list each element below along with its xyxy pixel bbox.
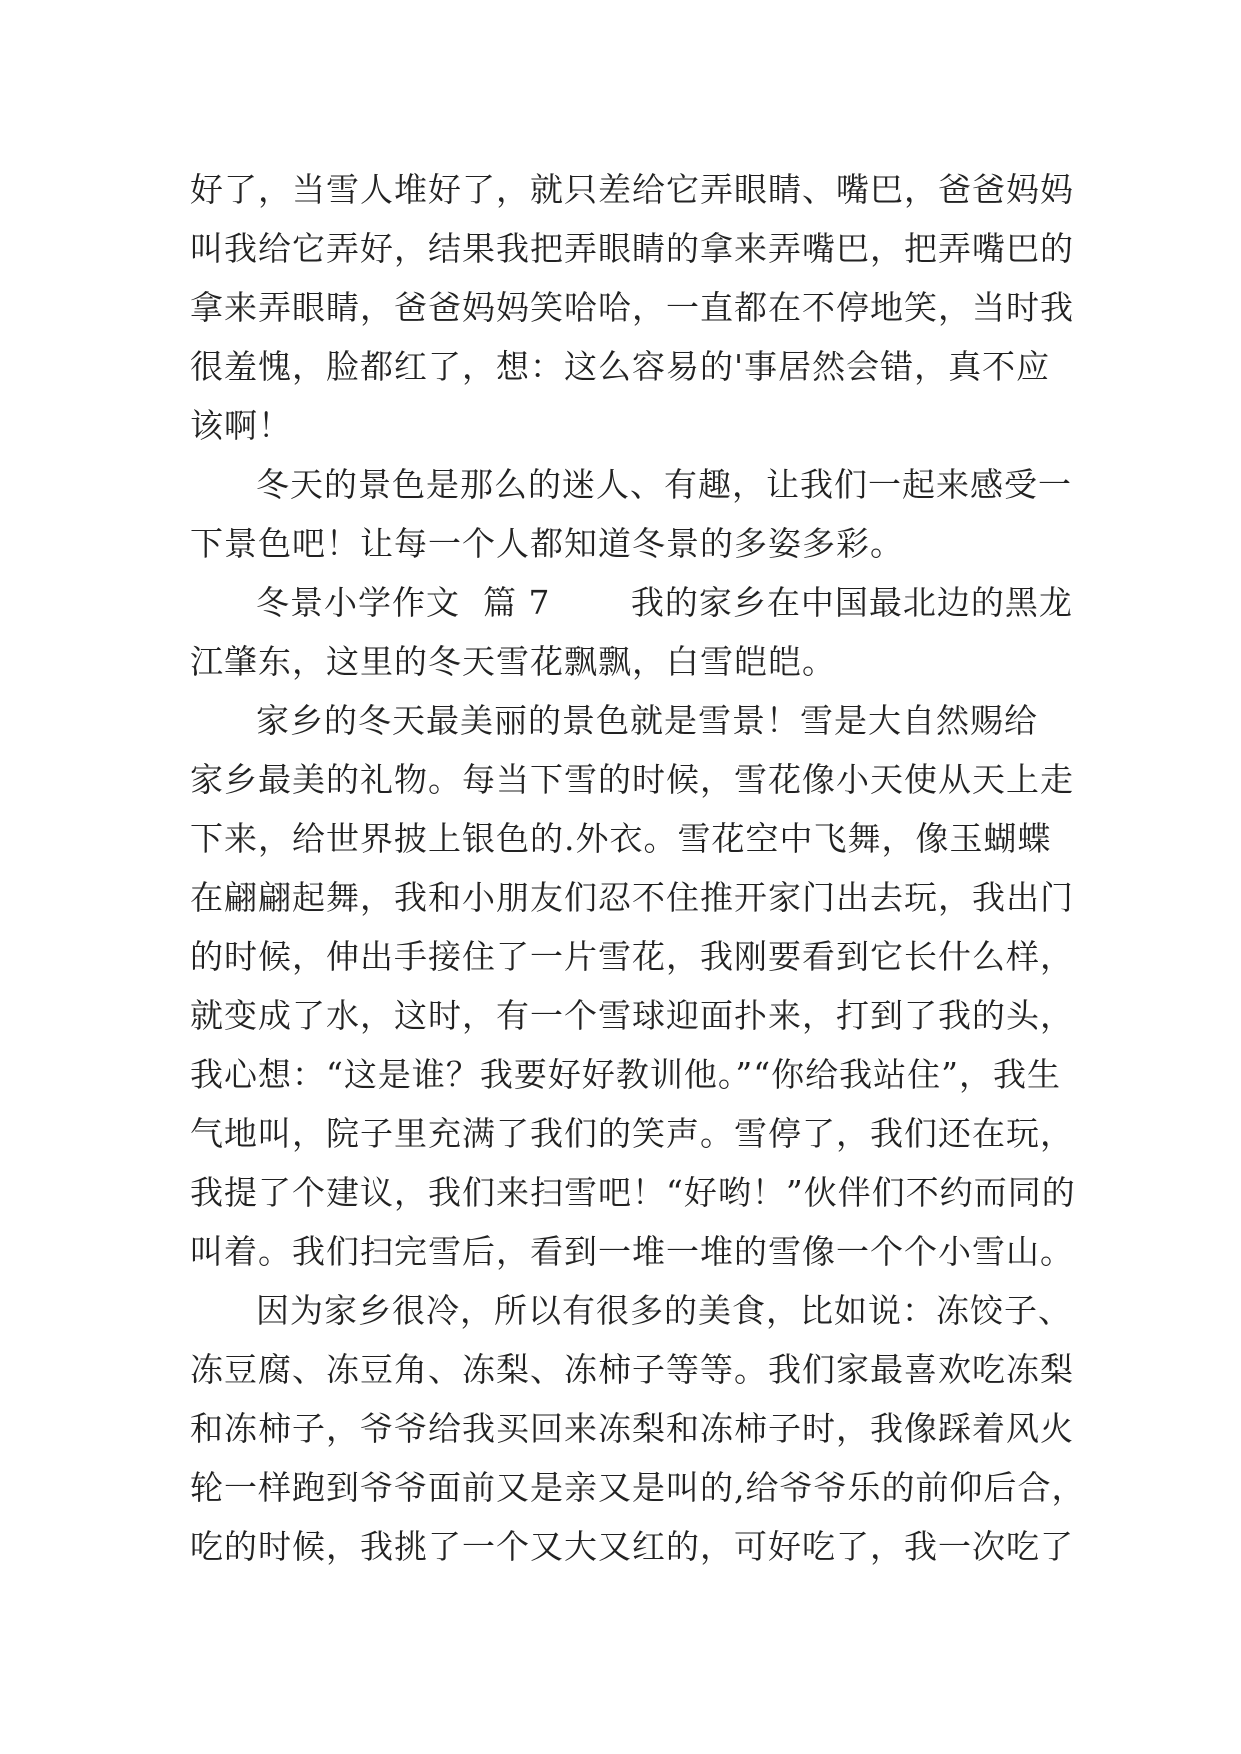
text-line: 和冻柿子，爷爷给我买回来冻梨和冻柿子时，我像踩着风火 (190, 1409, 1074, 1448)
text-line: 下来，给世界披上银色的.外衣。雪花空中飞舞，像玉蝴蝶 (190, 819, 1052, 858)
text-line: 气地叫，院子里充满了我们的笑声。雪停了，我们还在玩， (190, 1114, 1074, 1153)
text-line: 因为家乡很冷，所以有很多的美食，比如说：冻饺子、 (256, 1291, 1072, 1330)
text-line: 就变成了水，这时，有一个雪球迎面扑来，打到了我的头， (190, 996, 1074, 1035)
text-line: 轮一样跑到爷爷面前又是亲又是叫的,给爷爷乐的前仰后合， (190, 1468, 1086, 1507)
text-line: 吃的时候，我挑了一个又大又红的，可好吃了，我一次吃了 (190, 1527, 1074, 1566)
text-line: 拿来弄眼睛，爸爸妈妈笑哈哈，一直都在不停地笑，当时我 (190, 288, 1074, 327)
text-line: 在翩翩起舞，我和小朋友们忍不住推开家门出去玩，我出门 (190, 878, 1074, 917)
text-line: 冬天的景色是那么的迷人、有趣，让我们一起来感受一 (256, 465, 1072, 504)
text-line: 该啊！ (190, 406, 292, 445)
text-line: 冻豆腐、冻豆角、冻梨、冻柿子等等。我们家最喜欢吃冻梨 (190, 1350, 1074, 1389)
text-line: 的时候，伸出手接住了一片雪花，我刚要看到它长什么样， (190, 937, 1074, 976)
text-line: 好了，当雪人堆好了，就只差给它弄眼睛、嘴巴，爸爸妈妈 (190, 170, 1074, 209)
essay-body (190, 160, 1086, 1576)
text-line: 江肇东，这里的冬天雪花飘飘，白雪皑皑。 (190, 642, 836, 681)
text-line: 叫着。我们扫完雪后，看到一堆一堆的雪像一个个小雪山。 (190, 1232, 1074, 1271)
text-line: 叫我给它弄好，结果我把弄眼睛的拿来弄嘴巴，把弄嘴巴的 (190, 229, 1074, 268)
text-line: 冬景小学作文 篇 7 我的家乡在中国最北边的黑龙 (256, 583, 1073, 622)
text-line: 家乡的冬天最美丽的景色就是雪景！雪是大自然赐给 (256, 701, 1038, 740)
text-line: 很羞愧，脸都红了，想：这么容易的'事居然会错，真不应 (190, 347, 1051, 386)
text-line: 家乡最美的礼物。每当下雪的时候，雪花像小天使从天上走 (190, 760, 1074, 799)
text-line: 我心想：“这是谁？我要好好教训他。”“你给我站住”，我生 (190, 1055, 1061, 1094)
text-line: 下景色吧！让每一个人都知道冬景的多姿多彩。 (190, 524, 904, 563)
text-line: 我提了个建议，我们来扫雪吧！“好哟！”伙伴们不约而同的 (190, 1173, 1076, 1212)
